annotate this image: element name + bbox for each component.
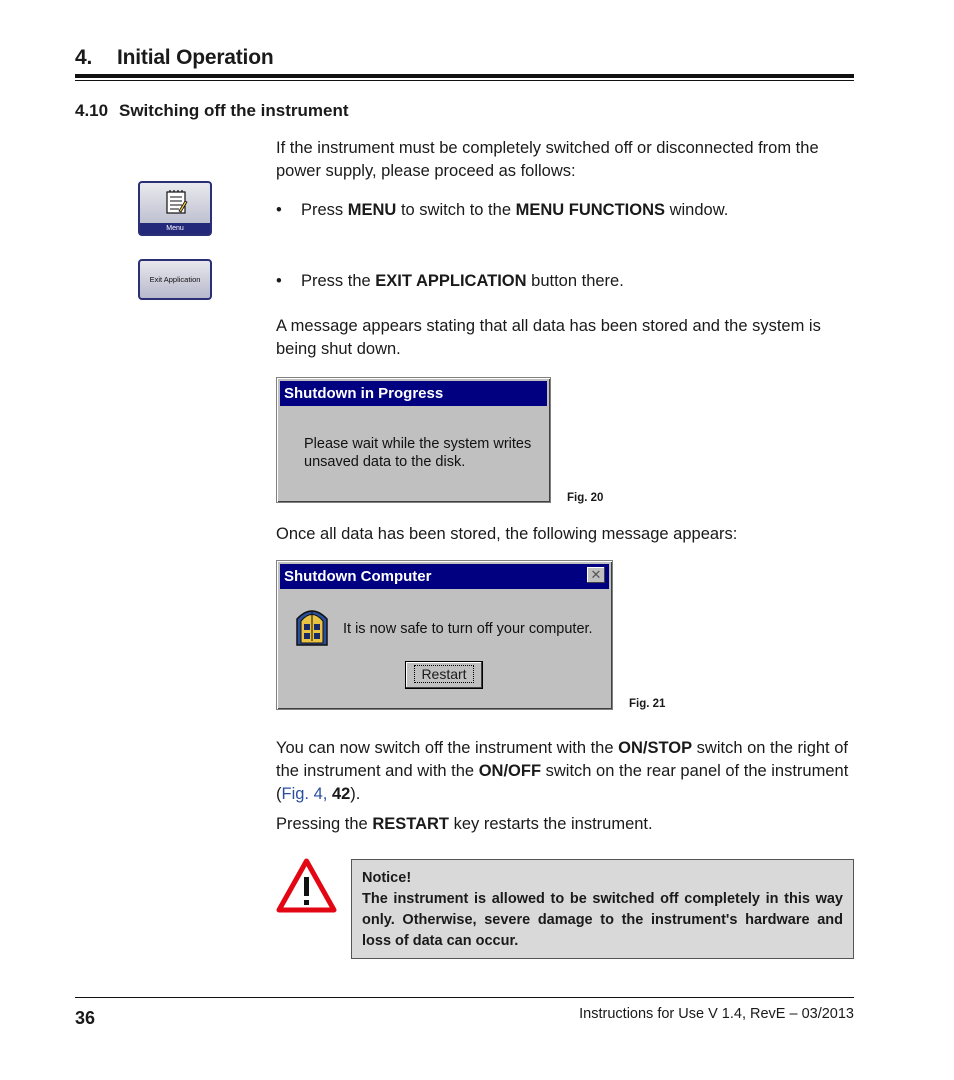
dialog-message: It is now safe to turn off your computer. [343, 621, 593, 637]
step-text: window. [665, 201, 729, 219]
step-exit [276, 270, 624, 293]
dialog-title [280, 564, 609, 589]
para-text: Pressing the [276, 815, 373, 833]
para-text: switch on the right of the instrument and with the [276, 739, 848, 780]
message-paragraph: A message appears stating that all data has been stored and the system is being shut down. [276, 317, 821, 358]
chapter-title: Initial Operation [117, 46, 274, 69]
dialog-line: Please wait while the system writes [304, 436, 532, 452]
switch-paragraph [276, 737, 856, 806]
close-button[interactable]: ✕ [587, 567, 605, 583]
step-text: to switch to the [396, 201, 516, 219]
chapter-heading [75, 46, 273, 70]
section-heading [75, 101, 349, 121]
figure-link[interactable]: Fig. 4, [281, 785, 332, 803]
exit-application-button-icon: Exit Application [138, 259, 212, 300]
shutdown-computer-dialog [276, 560, 613, 710]
header-rule [75, 74, 854, 78]
bullet: • [276, 272, 282, 290]
para-text: You can now switch off the instrument with the [276, 739, 619, 757]
footer-rule [75, 997, 854, 998]
footer-doc-info: Instructions for Use V 1.4, RevE – 03/2013 [579, 1006, 854, 1022]
step-text: Press the [301, 272, 376, 290]
section-title: Switching off the instrument [119, 101, 349, 120]
para-key: ON/STOP [618, 739, 693, 757]
page-number: 36 [75, 1008, 96, 1028]
section-number: 4.10 [75, 101, 109, 120]
para-key: ON/OFF [478, 762, 542, 780]
dialog-line: unsaved data to the disk. [304, 454, 466, 470]
para-key: RESTART [372, 815, 450, 833]
chapter-number: 4. [75, 46, 93, 69]
step-key: EXIT APPLICATION [375, 272, 527, 290]
para-key: 42 [331, 785, 351, 803]
restart-label: Restart [414, 665, 473, 683]
para-text: key restarts the instrument. [449, 815, 653, 833]
restart-paragraph [276, 813, 856, 836]
step-menu [276, 199, 728, 222]
bullet: • [276, 201, 282, 219]
notice-box [351, 859, 854, 959]
step-text: button there. [526, 272, 624, 290]
notice-body: The instrument is allowed to be switched off completely in this way only. Otherwise, severe damage to the instrument's hardware and loss of data can occur. [362, 891, 843, 949]
dialog-title: Shutdown in Progress [280, 381, 547, 406]
step-key: MENU FUNCTIONS [515, 201, 666, 219]
stored-paragraph: Once all data has been stored, the following message appears: [276, 525, 738, 543]
header-rule-thin [75, 80, 854, 81]
para-text: switch on the rear panel of the instrument ( [276, 762, 849, 803]
para-text: ). [350, 785, 361, 803]
step-key: MENU [347, 201, 397, 219]
dialog-title-text: Shutdown Computer [284, 568, 432, 585]
menu-button-icon [138, 181, 212, 236]
restart-button[interactable] [405, 661, 483, 689]
warning-icon [276, 858, 337, 913]
notice-heading: Notice! [362, 870, 412, 886]
fig-20-caption: Fig. 20 [567, 492, 604, 504]
notepad-icon [163, 189, 189, 215]
dialog-message [304, 435, 531, 471]
fig-21-caption: Fig. 21 [629, 698, 666, 710]
intro-paragraph: If the instrument must be completely switched off or disconnected from the power supply, please proceed as follows: [276, 139, 819, 180]
computer-shutdown-icon [295, 603, 329, 647]
shutdown-progress-dialog [276, 377, 551, 503]
menu-icon-label: Menu [140, 223, 210, 234]
step-text: Press [301, 201, 348, 219]
